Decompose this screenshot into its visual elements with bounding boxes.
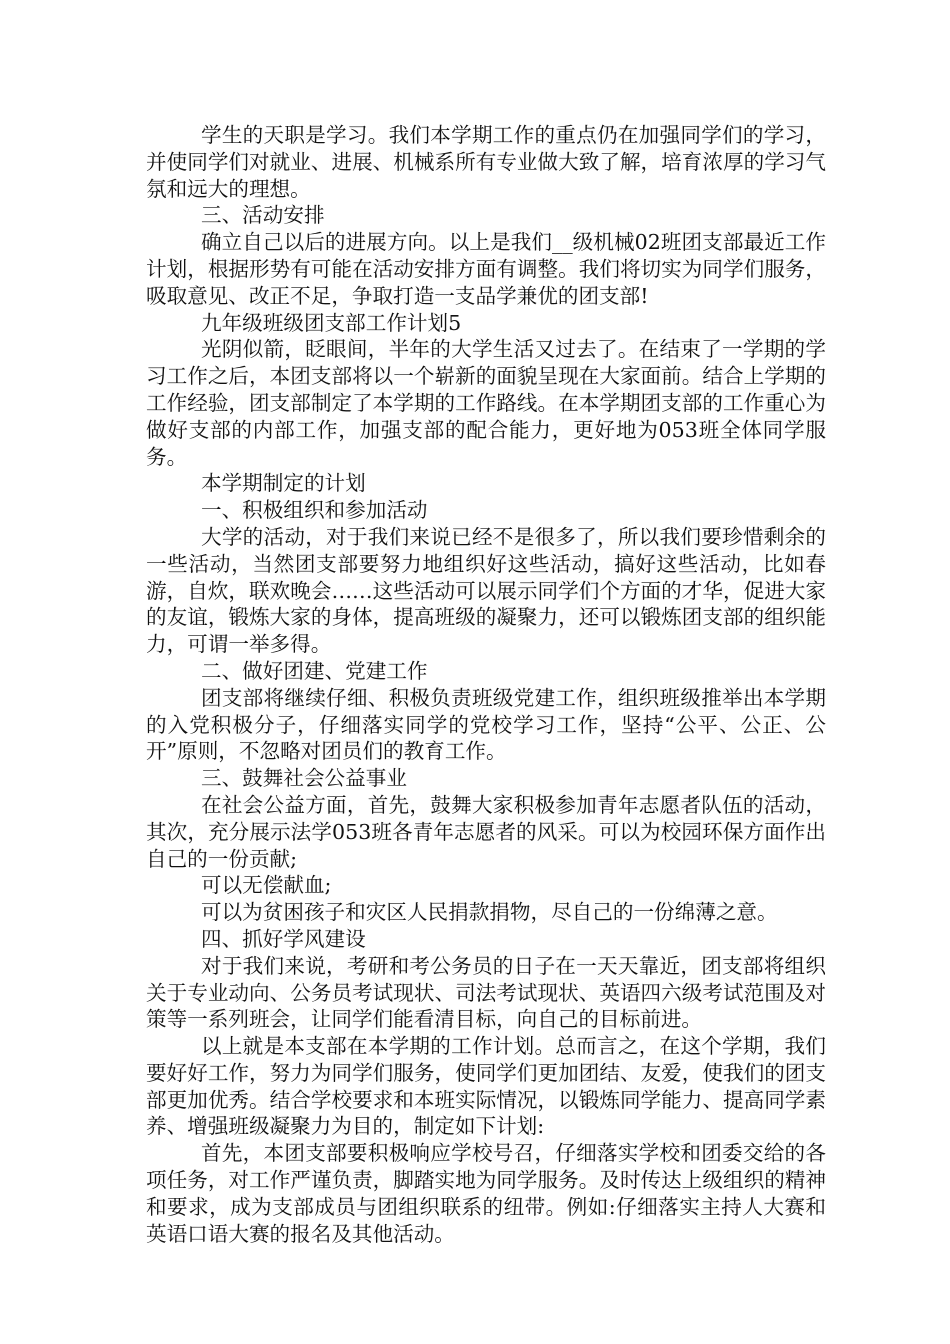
paragraph-donation: 可以为贫困孩子和灾区人民捐款捐物，尽自己的一份绵薄之意。 xyxy=(201,900,778,925)
heading-public-welfare: 三、鼓舞社会公益事业 xyxy=(201,766,407,791)
paragraph-blood-donation: 可以无偿献血; xyxy=(201,873,332,898)
heading-organize-activities: 一、积极组织和参加活动 xyxy=(201,498,428,523)
paragraph-study-duty: 学生的天职是学习。我们本学期工作的重点仍在加强同学们的学习，并使同学们对就业、进展、机械系所有专业做大致了解，培育浓厚的学习气氛和远大的理想。 xyxy=(146,123,826,201)
paragraph-party-building: 团支部将继续仔细、积极负责班级党建工作，组织班级推举出本学期的入党积极分子，仔细落实同学的党校学习工作，坚持“公平、公正、公开”原则，不忽略对团员们的教育工作。 xyxy=(146,685,826,764)
paragraph-direction: 确立自己以后的进展方向。以上是我们__级机械02班团支部最近工作计划，根据形势有可能在活动安排方面有调整。我们将切实为同学们服务，吸取意见、改正不足，争取打造一支品学兼优的团支部! xyxy=(146,230,826,308)
paragraph-first: 首先，本团支部要积极响应学校号召，仔细落实学校和团委交给的各项任务，对工作严谨负责，脚踏实地为同学服务。及时传达上级组织的精神和要求，成为支部成员与团组织联系的纽带。例如:仔细落实主持人大赛和英语口语大赛的报名及其他活动。 xyxy=(146,1141,826,1246)
paragraph-intro: 光阴似箭，眨眼间，半年的大学生活又过去了。在结束了一学期的学习工作之后，本团支部将以一个崭新的面貌呈现在大家面前。结合上学期的工作经验，团支部制定了本学期的工作路线。在本学期团支部的工作重心为做好支部的内部工作，加强支部的配合能力，更好地为053班全体同学服务。 xyxy=(146,337,826,469)
paragraph-study-style: 对于我们来说，考研和考公务员的日子在一天天靠近，团支部将组织关于专业动向、公务员考试现状、司法考试现状、英语四六级考试范围及对策等一系列班会，让同学们能看清目标，向自己的目标前进。 xyxy=(146,953,826,1032)
heading-plan-5: 九年级班级团支部工作计划5 xyxy=(201,310,462,335)
heading-study-style: 四、抓好学风建设 xyxy=(201,926,366,951)
heading-activity-arrangement: 三、活动安排 xyxy=(201,203,325,228)
paragraph-activities: 大学的活动，对于我们来说已经不是很多了，所以我们要珍惜剩余的一些活动，当然团支部要努力地组织好这些活动，搞好这些活动，比如春游，自炊，联欢晚会……这些活动可以展示同学们个方面的才华，促进大家的友谊，锻炼大家的身体，提高班级的凝聚力，还可以锻炼团支部的组织能力，可谓一举多得。 xyxy=(146,524,826,657)
heading-semester-plan: 本学期制定的计划 xyxy=(201,471,366,496)
paragraph-summary: 以上就是本支部在本学期的工作计划。总而言之，在这个学期，我们要好好工作，努力为同学们服务，使同学们更加团结、友爱，使我们的团支部更加优秀。结合学校要求和本班实际情况，以锻炼同学能力、提高同学素养、增强班级凝聚力为目的，制定如下计划: xyxy=(146,1034,826,1139)
heading-party-building: 二、做好团建、党建工作 xyxy=(201,658,428,683)
document-page xyxy=(146,122,826,1247)
paragraph-public-welfare: 在社会公益方面，首先，鼓舞大家积极参加青年志愿者队伍的活动，其次，充分展示法学053班各青年志愿者的风采。可以为校园环保方面作出自己的一份贡献; xyxy=(146,792,826,871)
